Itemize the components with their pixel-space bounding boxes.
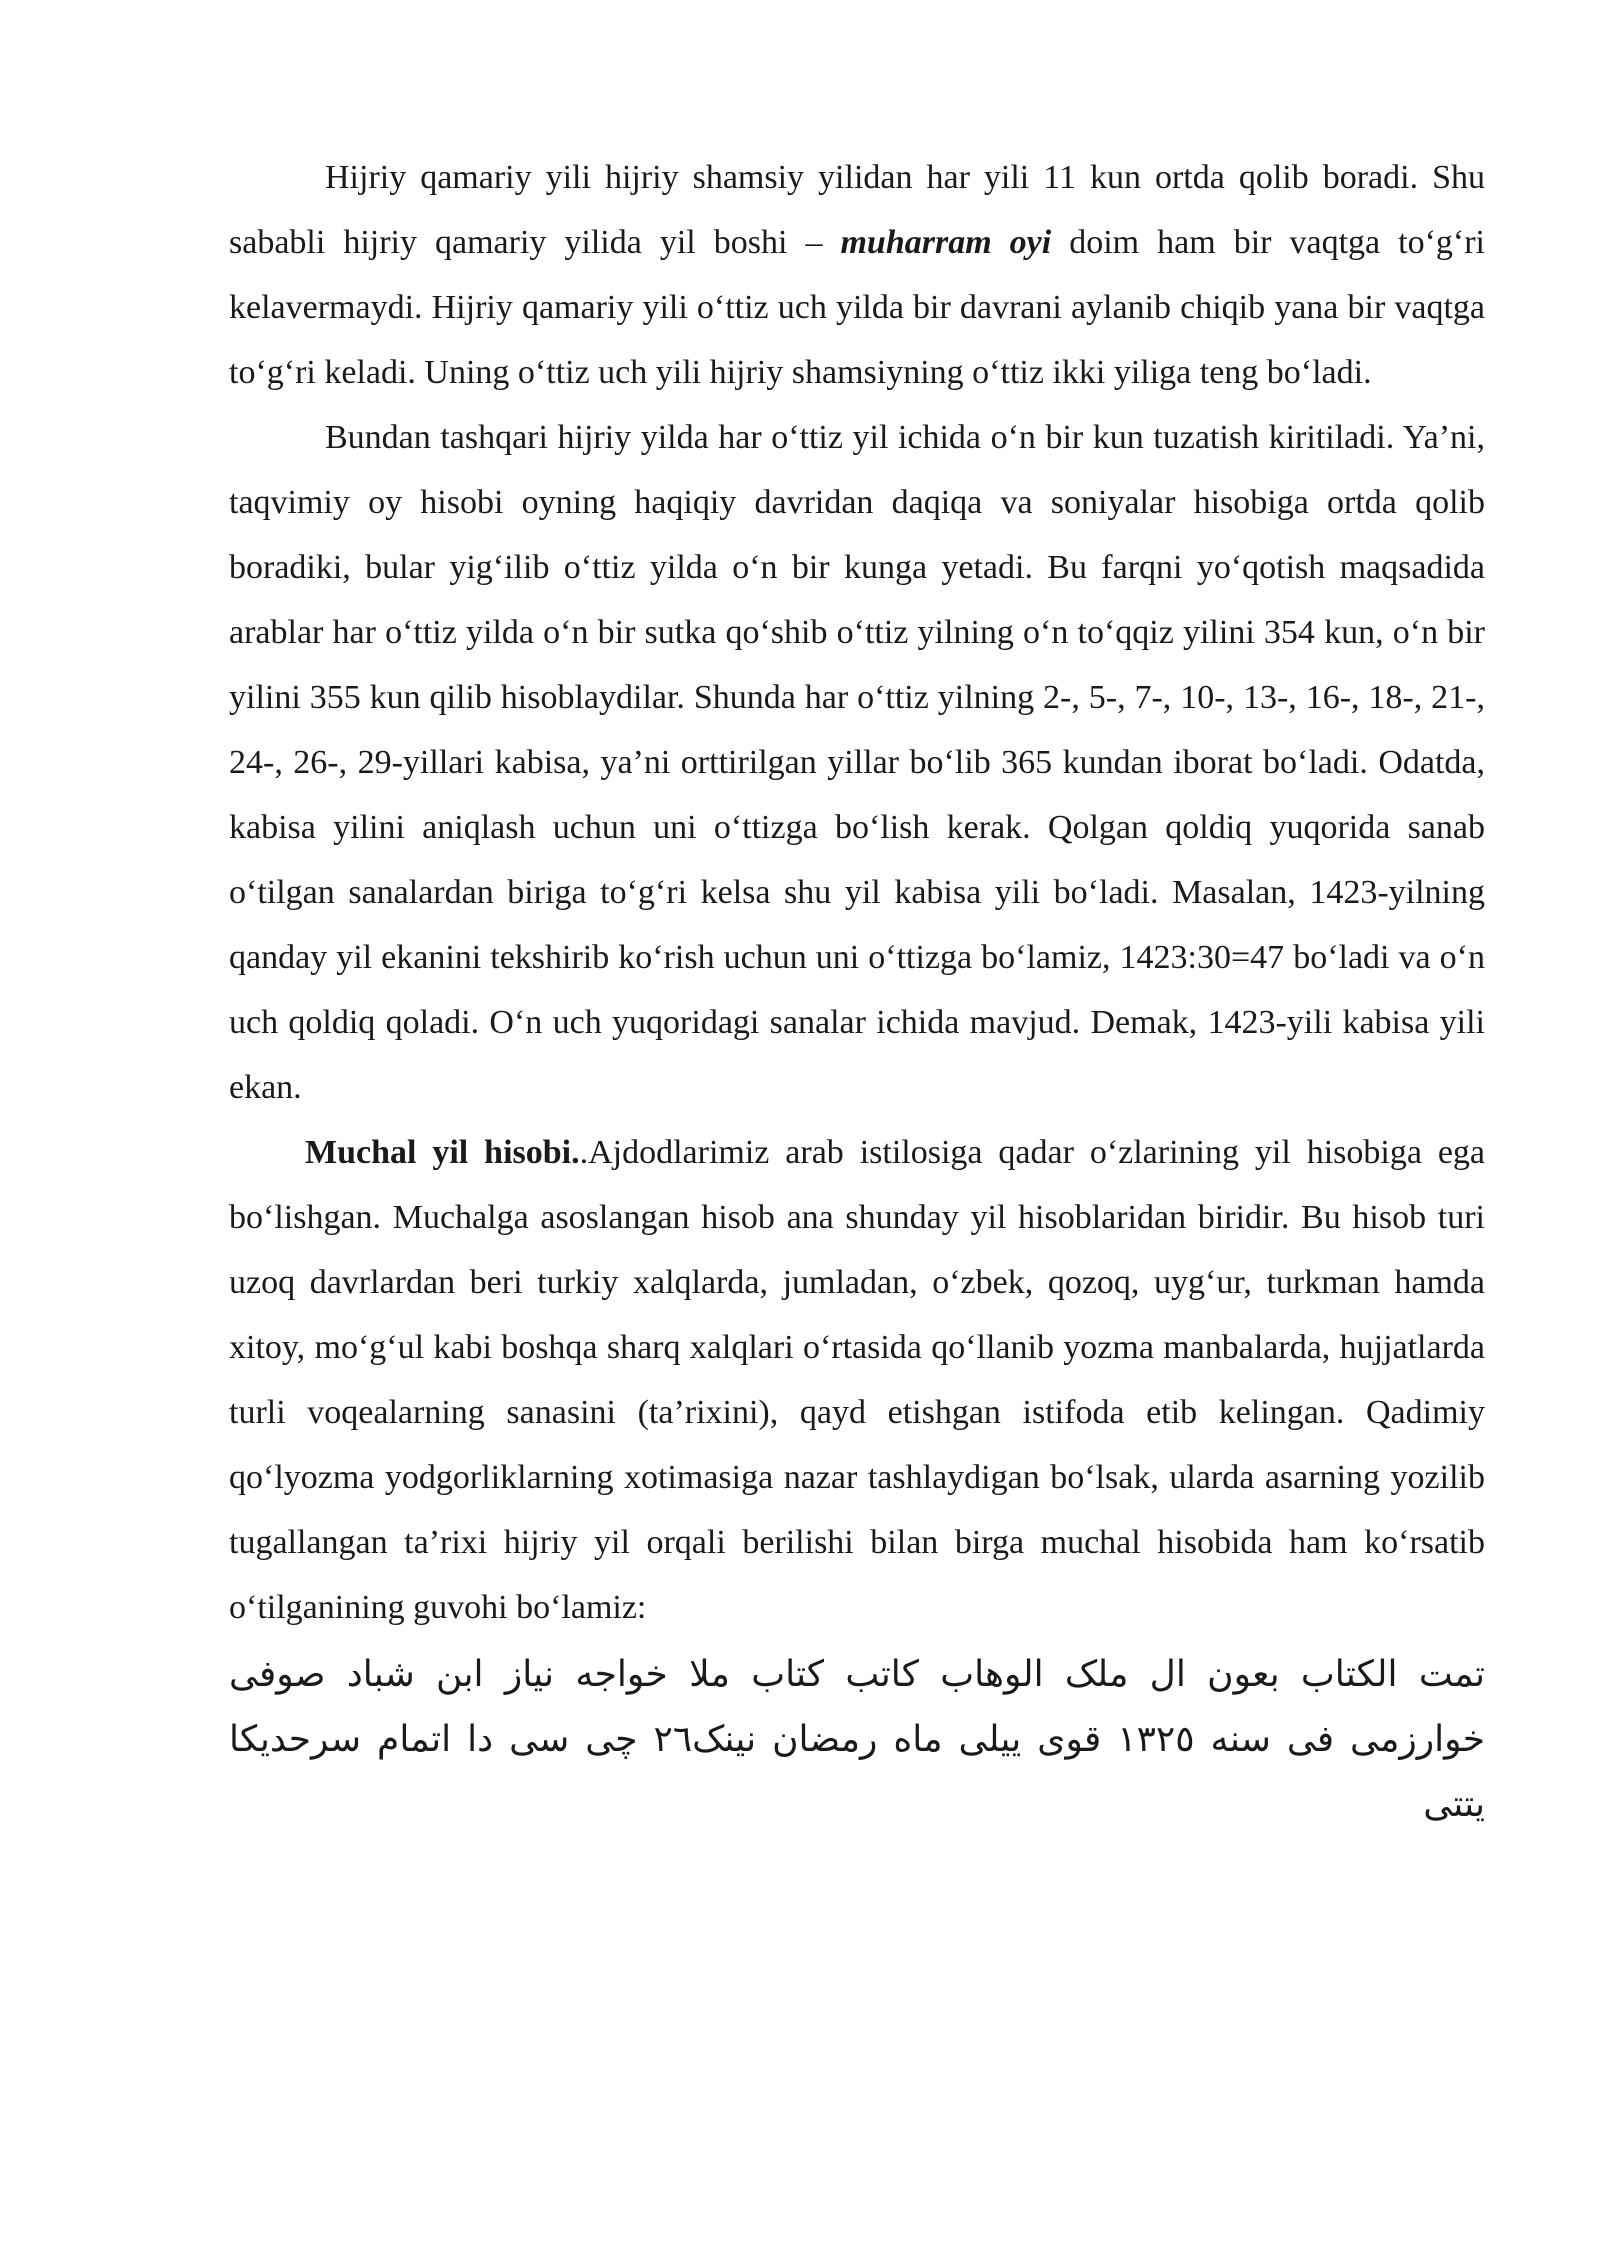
arabic-colophon-quote: تمت الكتاب بعون ال ملک الوهاب کاتب کتاب ملا خواجه نیاز ابن شباد صوفی خوارزمی فی سنه ١٣٢٥ قوی ییلی ماه رمضان نینک٢٦ چی سی دا اتمام سرحدیکا یتتی (229, 1654, 1485, 1825)
emphasis-muharram: muharram oyi (840, 224, 1052, 261)
paragraph-text: doim ham bir vaqtga to‘g‘ri kelavermaydi. Hijriy qamariy yili o‘ttiz uch yilda bir davrani aylanib chiqib yana bir vaqtga to‘g‘ri keladi. Uning o‘ttiz uch yili hijriy shamsiyning o‘ttiz ikki yiliga teng bo‘ladi. (229, 224, 1485, 391)
paragraph-text: .Ajdodlarimiz arab istilosiga qadar o‘zlarining yil hisobiga ega bo‘lishgan. Muchalga asoslangan hisob ana shunday yil hisoblaridan biridir. Bu hisob turi uzoq davrlardan beri turkiy xalqlarda, jumladan, o‘zbek, qozoq, uyg‘ur, turkman hamda xitoy, mo‘g‘ul kabi boshqa sharq xalqlari o‘rtasida qo‘llanib yozma manbalarda, hujjatlarda turli voqealarning sanasini (ta’rixini), qayd etishgan istifoda etib kelingan. Qadimiy qo‘lyozma yodgorliklarning xotimasiga nazar tashlaydigan bo‘lsak, ularda asarning yozilib tugallangan ta’rixi hijriy yil orqali berilishi bilan birga muchal hisobida ham ko‘rsatib o‘tilganining guvohi bo‘lamiz: (229, 1134, 1486, 1626)
paragraph-text: Bundan tashqari hijriy yilda har o‘ttiz yil ichida o‘n bir kun tuzatish kiritiladi. Ya’ni, taqvimiy oy hisobi oyning haqiqiy davridan daqiqa va soniyalar hisobiga ortda qolib boradiki, bular yig‘ilib o‘ttiz yilda o‘n bir kunga yetadi. Bu farqni yo‘qotish maqsadida arablar har o‘ttiz yilda o‘n bir sutka qo‘shib o‘ttiz yilning o‘n to‘qqiz yilini 354 kun, o‘n bir yilini 355 kun qilib hisoblaydilar. Shunda har o‘ttiz yilning 2-, 5-, 7-, 10-, 13-, 16-, 18-, 21-, 24-, 26-, 29-yillari kabisa, ya’ni orttirilgan yillar bo‘lib 365 kundan iborat bo‘ladi. Odatda, kabisa yilini aniqlash uchun uni o‘ttizga bo‘lish kerak. Qolgan qoldiq yuqorida sanab o‘tilgan sanalardan biriga to‘g‘ri kelsa shu yil kabisa yili bo‘ladi. Masalan, 1423-yilning qanday yil ekanini tekshirib ko‘rish uchun uni o‘ttizga bo‘lamiz, 1423:30=47 bo‘ladi va o‘n uch qoldiq qoladi. O‘n uch yuqoridagi sanalar ichida mavjud. Demak, 1423-yili kabisa yili ekan. (229, 419, 1485, 1106)
paragraph-leap-year-correction (229, 405, 1485, 1120)
paragraph-text: Hijriy qamariy yili hijriy shamsiy yilidan har yili 11 kun ortda qolib boradi. Shu sababli hijriy qamariy yilida yil boshi – (229, 159, 1485, 261)
document-page (229, 145, 1485, 1837)
paragraph-muchal-year (229, 1120, 1485, 1640)
paragraph-hijri-lunar-year (229, 145, 1485, 405)
section-heading-muchal: Muchal yil hisobi. (305, 1134, 580, 1171)
